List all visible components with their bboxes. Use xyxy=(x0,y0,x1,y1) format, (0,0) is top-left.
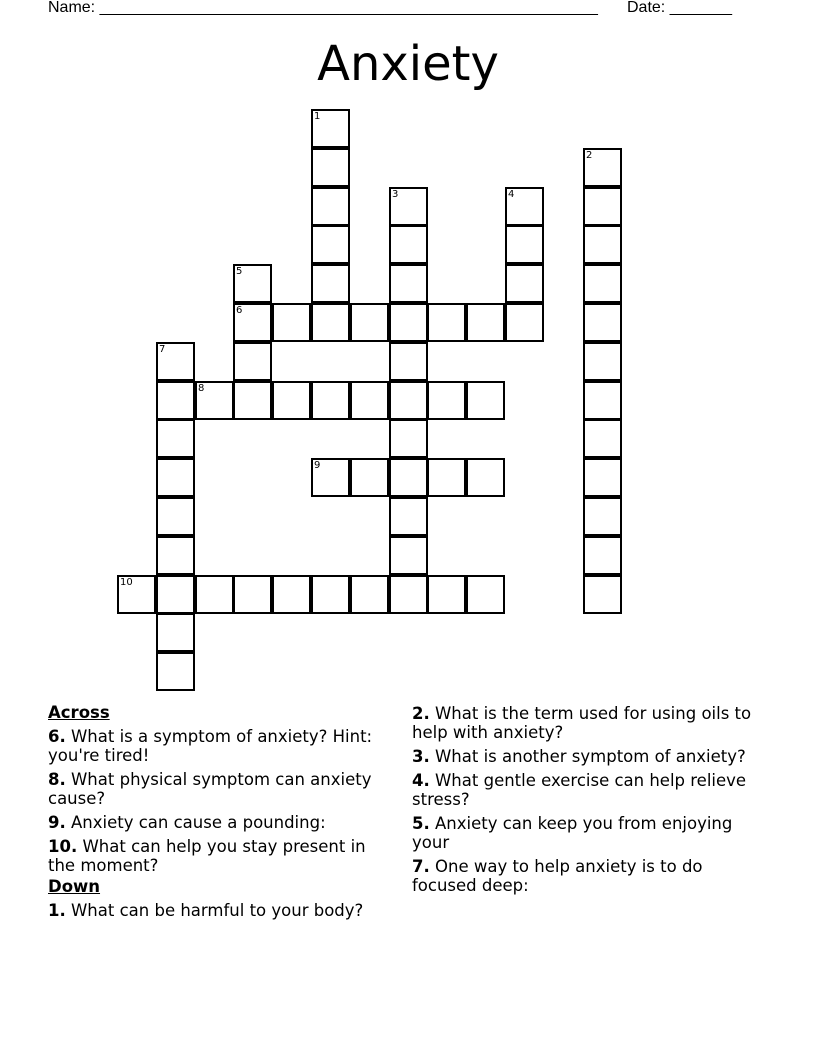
grid-cell[interactable] xyxy=(233,381,272,420)
clue-text: What is the term used for using oils to help with anxiety? xyxy=(412,704,752,742)
cell-number: 9 xyxy=(314,460,321,471)
grid-cell[interactable] xyxy=(583,419,622,458)
grid-cell[interactable] xyxy=(427,458,466,497)
cell-number: 3 xyxy=(392,189,399,200)
grid-cell[interactable] xyxy=(195,381,234,420)
grid-cell[interactable] xyxy=(389,497,428,536)
grid-cell[interactable] xyxy=(272,381,311,420)
across-clue-6 xyxy=(48,727,393,765)
across-heading: Across xyxy=(48,703,110,722)
clue-number: 4. xyxy=(412,771,430,790)
clue-text: What can be harmful to your body? xyxy=(65,901,364,920)
grid-cell[interactable] xyxy=(583,187,622,226)
across-clue-9 xyxy=(48,813,393,832)
clue-text: What physical symptom can anxiety cause? xyxy=(48,770,372,808)
grid-cell[interactable] xyxy=(389,187,428,226)
grid-cell[interactable] xyxy=(466,575,505,614)
cell-number: 8 xyxy=(198,383,205,394)
clue-text: What can help you stay present in the moment? xyxy=(48,837,366,875)
grid-cell[interactable] xyxy=(311,187,350,226)
down-clue-7 xyxy=(412,857,757,895)
grid-cell[interactable] xyxy=(427,303,466,342)
grid-cell[interactable] xyxy=(389,225,428,264)
clue-number: 9. xyxy=(48,813,66,832)
clue-number: 6. xyxy=(48,727,66,746)
grid-cell[interactable] xyxy=(233,575,272,614)
grid-cell[interactable] xyxy=(156,497,195,536)
name-field-label: Name: ________________________________________________________ xyxy=(48,0,598,16)
clue-text: What is another symptom of anxiety? xyxy=(429,747,746,766)
grid-cell[interactable] xyxy=(583,225,622,264)
grid-cell[interactable] xyxy=(272,575,311,614)
grid-cell[interactable] xyxy=(505,303,544,342)
down-clue-2 xyxy=(412,704,757,742)
grid-cell[interactable] xyxy=(156,458,195,497)
grid-cell[interactable] xyxy=(311,264,350,303)
down-clue-1 xyxy=(48,901,393,920)
grid-cell[interactable] xyxy=(466,381,505,420)
grid-cell[interactable] xyxy=(311,575,350,614)
grid-cell[interactable] xyxy=(350,575,389,614)
grid-cell[interactable] xyxy=(505,187,544,226)
grid-cell[interactable] xyxy=(156,419,195,458)
clue-number: 2. xyxy=(412,704,430,723)
grid-cell[interactable] xyxy=(583,303,622,342)
grid-cell[interactable] xyxy=(583,536,622,575)
grid-cell[interactable] xyxy=(389,575,428,614)
grid-cell[interactable] xyxy=(427,575,466,614)
grid-cell[interactable] xyxy=(389,342,428,381)
grid-cell[interactable] xyxy=(389,381,428,420)
cell-number: 2 xyxy=(586,150,593,161)
cell-number: 10 xyxy=(120,577,133,588)
clue-text: Anxiety can keep you from enjoying your xyxy=(412,814,733,852)
grid-cell[interactable] xyxy=(311,381,350,420)
grid-cell[interactable] xyxy=(583,381,622,420)
grid-cell[interactable] xyxy=(311,109,350,148)
cell-number: 4 xyxy=(508,189,515,200)
clue-number: 5. xyxy=(412,814,430,833)
grid-cell[interactable] xyxy=(233,303,272,342)
clue-column-right xyxy=(412,704,757,895)
clue-text: What is a symptom of anxiety? Hint: you're tired! xyxy=(48,727,373,765)
grid-cell[interactable] xyxy=(583,264,622,303)
grid-cell[interactable] xyxy=(156,575,195,614)
clue-number: 3. xyxy=(412,747,430,766)
grid-cell[interactable] xyxy=(272,303,311,342)
grid-cell[interactable] xyxy=(389,264,428,303)
grid-cell[interactable] xyxy=(156,536,195,575)
grid-cell[interactable] xyxy=(466,303,505,342)
grid-cell[interactable] xyxy=(350,303,389,342)
clue-text: Anxiety can cause a pounding: xyxy=(65,813,326,832)
clue-column-left xyxy=(48,702,393,920)
puzzle-title: Anxiety xyxy=(317,36,499,92)
grid-cell[interactable] xyxy=(156,342,195,381)
grid-cell[interactable] xyxy=(583,342,622,381)
grid-cell[interactable] xyxy=(389,303,428,342)
grid-cell[interactable] xyxy=(427,381,466,420)
clue-text: What gentle exercise can help relieve stress? xyxy=(412,771,747,809)
grid-cell[interactable] xyxy=(311,148,350,187)
grid-cell[interactable] xyxy=(233,342,272,381)
down-clue-5 xyxy=(412,814,757,852)
grid-cell[interactable] xyxy=(583,148,622,187)
grid-cell[interactable] xyxy=(583,458,622,497)
down-heading: Down xyxy=(48,877,101,896)
grid-cell[interactable] xyxy=(311,458,350,497)
grid-cell[interactable] xyxy=(583,575,622,614)
grid-cell[interactable] xyxy=(583,497,622,536)
grid-cell[interactable] xyxy=(195,575,234,614)
clue-number: 8. xyxy=(48,770,66,789)
grid-cell[interactable] xyxy=(350,381,389,420)
grid-cell[interactable] xyxy=(505,264,544,303)
cell-number: 5 xyxy=(236,266,243,277)
down-clue-4 xyxy=(412,771,757,809)
clue-text: One way to help anxiety is to do focused deep: xyxy=(412,857,703,895)
grid-cell[interactable] xyxy=(156,652,195,691)
grid-cell[interactable] xyxy=(350,458,389,497)
grid-cell[interactable] xyxy=(389,458,428,497)
grid-cell[interactable] xyxy=(156,613,195,652)
grid-cell[interactable] xyxy=(389,419,428,458)
down-clue-3 xyxy=(412,747,757,766)
grid-cell[interactable] xyxy=(389,536,428,575)
grid-cell[interactable] xyxy=(233,264,272,303)
grid-cell[interactable] xyxy=(311,225,350,264)
cell-number: 1 xyxy=(314,111,321,122)
grid-cell[interactable] xyxy=(311,303,350,342)
cell-number: 6 xyxy=(236,305,243,316)
grid-cell[interactable] xyxy=(466,458,505,497)
clue-number: 7. xyxy=(412,857,430,876)
cell-number: 7 xyxy=(159,344,166,355)
clue-number: 1. xyxy=(48,901,66,920)
grid-cell[interactable] xyxy=(505,225,544,264)
across-clue-8 xyxy=(48,770,393,808)
date-field-label: Date: _______ xyxy=(627,0,732,16)
across-clue-10 xyxy=(48,837,393,875)
grid-cell[interactable] xyxy=(117,575,156,614)
clue-number: 10. xyxy=(48,837,78,856)
grid-cell[interactable] xyxy=(156,381,195,420)
